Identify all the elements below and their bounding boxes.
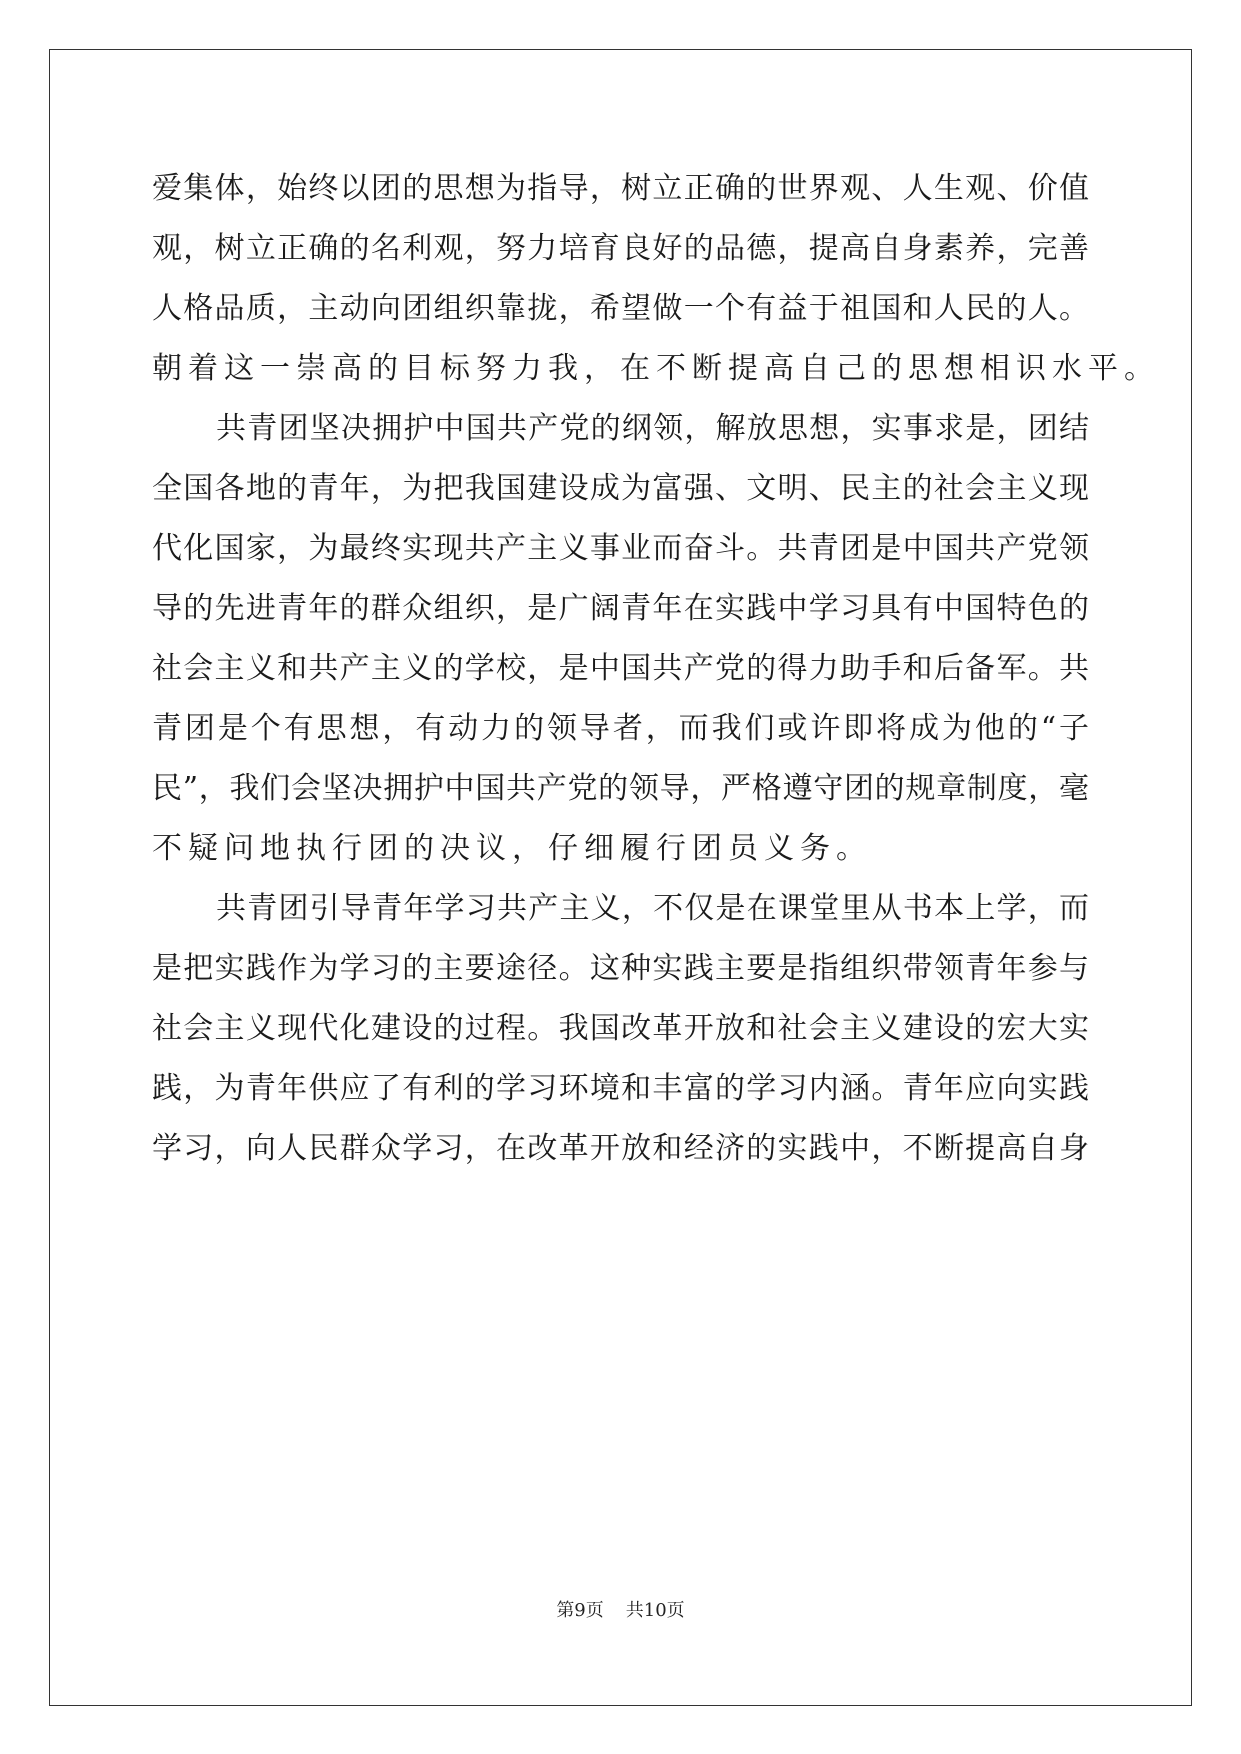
text-line: 观，树立正确的名利观，努力培育良好的品德，提高自身素养，完善 — [152, 231, 1089, 266]
page-total: 共10页 — [625, 1600, 685, 1621]
paragraph-start-line: 共青团引导青年学习共产主义，不仅是在课堂里从书本上学，而 — [216, 891, 1089, 926]
text-line: 全国各地的青年，为把我国建设成为富强、文明、民主的社会主义现 — [152, 471, 1089, 506]
text-line: 践，为青年供应了有利的学习环境和丰富的学习内涵。青年应向实践 — [152, 1071, 1089, 1106]
text-line: 导的先进青年的群众组织，是广阔青年在实践中学习具有中国特色的 — [152, 591, 1089, 626]
text-line: 社会主义和共产主义的学校，是中国共产党的得力助手和后备军。共 — [152, 651, 1089, 686]
text-line: 青团是个有思想，有动力的领导者，而我们或许即将成为他的“子 — [152, 711, 1089, 746]
text-line: 朝着这一崇高的目标努力我，在不断提高自己的思想相识水平。 — [152, 351, 1160, 386]
text-line: 代化国家，为最终实现共产主义事业而奋斗。共青团是中国共产党领 — [152, 531, 1089, 566]
page-footer — [0, 1599, 1241, 1623]
text-line: 人格品质，主动向团组织靠拢，希望做一个有益于祖国和人民的人。 — [152, 291, 1089, 326]
text-line: 社会主义现代化建设的过程。我国改革开放和社会主义建设的宏大实 — [152, 1011, 1089, 1046]
paragraph-start-line: 共青团坚决拥护中国共产党的纲领，解放思想，实事求是，团结 — [216, 411, 1089, 446]
text-line: 爱集体，始终以团的思想为指导，树立正确的世界观、人生观、价值 — [152, 171, 1089, 206]
text-line: 不疑问地执行团的决议，仔细履行团员义务。 — [152, 831, 872, 866]
text-line: 学习，向人民群众学习，在改革开放和经济的实践中，不断提高自身 — [152, 1131, 1089, 1166]
page-number: 第9页 — [556, 1600, 604, 1621]
text-line: 是把实践作为学习的主要途径。这种实践主要是指组织带领青年参与 — [152, 951, 1089, 986]
text-line: 民”，我们会坚决拥护中国共产党的领导，严格遵守团的规章制度，毫 — [152, 771, 1089, 806]
